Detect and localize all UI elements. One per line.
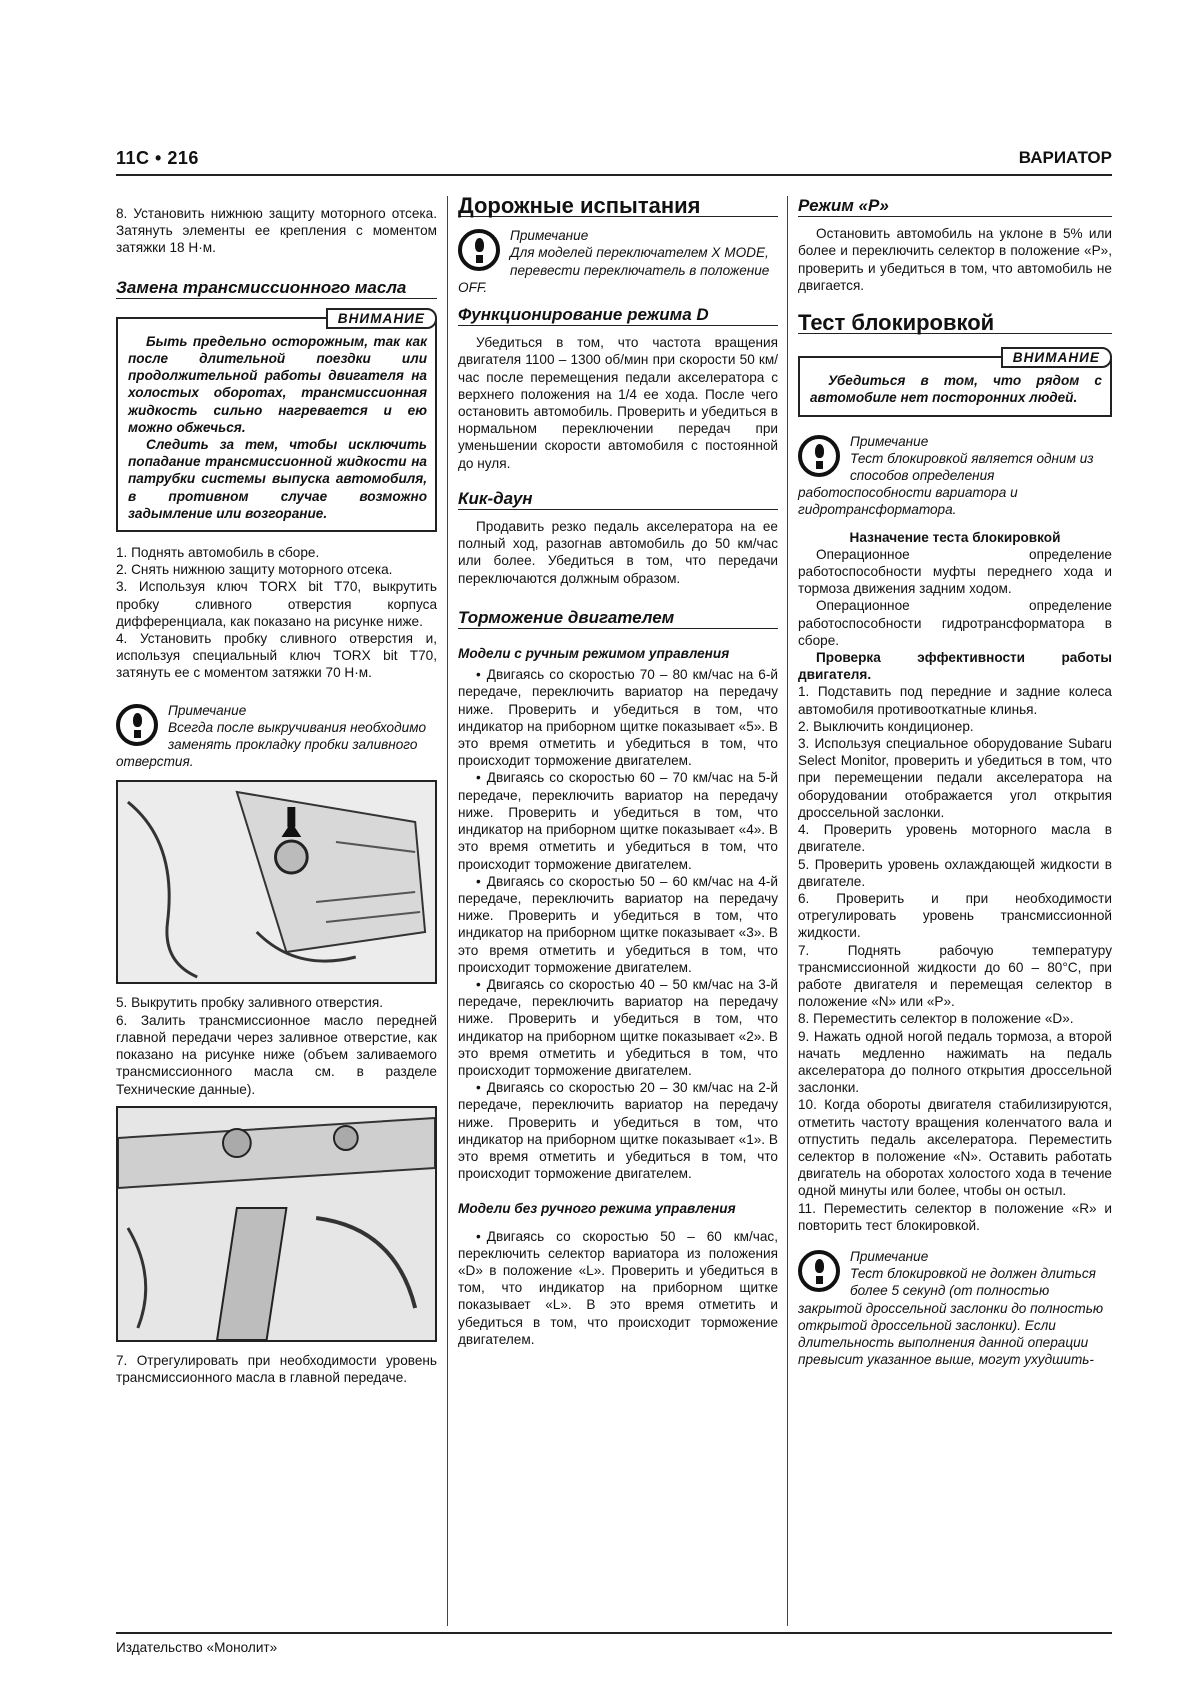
column-3 bbox=[798, 196, 1112, 1378]
subheading-check: Проверка эффективности работы двигателя. bbox=[798, 650, 1112, 683]
warning-text: Следить за тем, чтобы исключить попадание трансмиссионной жидкости на патрубки системы выпуска автомобиля, в противном случае возможно задымление или возгорание. bbox=[128, 437, 427, 521]
note-text: Для моделей переключателем X MODE, перевести переключатель в положение OFF. bbox=[458, 245, 770, 295]
note-text: Тест блокировкой является одним из способов определения работоспособности вариатора и гидротрансформатора. bbox=[798, 450, 1094, 518]
info-icon bbox=[798, 1250, 840, 1292]
list-item: 1. Поднять автомобиль в сборе. bbox=[116, 545, 320, 561]
list-item: 4. Установить пробку сливного отверстия и, используя специальный ключ TORX bit T70, затянуть ее с моментом затяжки 70 Н·м. bbox=[116, 631, 437, 681]
list-item: • Двигаясь со скоростью 70 – 80 км/час на 6-й передаче, переключить вариатор на передачу ниже. Проверить и убедиться в том, что индикатор на приборном щитке показывает «5». В это время отметить и убедиться в том, что происходит торможение двигателем. bbox=[458, 666, 778, 769]
page-footer bbox=[116, 1632, 1112, 1655]
warning-label: ВНИМАНИЕ bbox=[1001, 347, 1112, 368]
note-title: Примечание bbox=[510, 228, 589, 244]
list-item: 3. Используя специальное оборудование Subaru Select Monitor, проверить и убедиться в том, что при перемещении педали акселератора на оборудовании отображается угол открытия дроссельной заслонки. bbox=[798, 736, 1112, 820]
column-divider bbox=[787, 196, 788, 1626]
warning-text: Убедиться в том, что рядом с автомобиле нет посторонних людей. bbox=[810, 373, 1102, 406]
list-item: 7. Поднять рабочую температуру трансмиссионной жидкости до 60 – 80°С, при работе двигателя и перемещая селектор в положение «N» или «P». bbox=[798, 942, 1112, 1010]
list-item: 9. Нажать одной ногой педаль тормоза, а второй начать медленно нажимать на педаль акселератора до полного открытия дроссельной заслонки. bbox=[798, 1028, 1112, 1096]
list-item: • Двигаясь со скоростью 50 – 60 км/час, переключить селектор вариатора из положения «D» в положение «L». Проверить и убедиться в том, что индикатор на приборном щитке показывает «L». В это время отметить и убедиться в том, что происходит торможение двигателем. bbox=[458, 1228, 778, 1348]
page-number: 11C • 216 bbox=[116, 148, 199, 168]
note-block bbox=[798, 433, 1112, 519]
column-divider bbox=[447, 196, 448, 1626]
photo-drain-plug bbox=[116, 780, 437, 984]
list-item: • Двигаясь со скоростью 40 – 50 км/час на 3-й передаче, переключить вариатор на передачу ниже. Проверить и убедиться в том, что индикатор на приборном щитке показывает «2». В это время отметить и убедиться в том, что происходит торможение двигателем. bbox=[458, 976, 778, 1079]
heading-oil-change: Замена трансмиссионного масла bbox=[116, 279, 437, 299]
subheading-manual: Модели с ручным режимом управления bbox=[458, 646, 730, 662]
note-title: Примечание bbox=[850, 433, 929, 449]
heading-engine-braking: Торможение двигателем bbox=[458, 609, 778, 629]
info-icon bbox=[798, 435, 840, 477]
warning-box bbox=[798, 350, 1112, 416]
list-item: • Двигаясь со скоростью 20 – 30 км/час на 2-й передаче, переключить вариатор на передачу ниже. Проверить и убедиться в том, что индикатор на приборном щитке показывает «1». В это время отметить и убедиться в том, что происходит торможение двигателем. bbox=[458, 1079, 778, 1182]
publisher: Издательство «Монолит» bbox=[116, 1640, 278, 1655]
paragraph: Убедиться в том, что частота вращения двигателя 1100 – 1300 об/мин при скорости 50 км/час после перемещения педали акселератора с верхнего положения на 1/4 ее хода. После чего остановить автомобиль. Проверить и убедиться в нормальном переключении передач при уменьшении скорости автомобиля с постоянной до нуля. bbox=[458, 335, 778, 471]
section-title: ВАРИАТОР bbox=[1018, 148, 1112, 167]
list-item: 11. Переместить селектор в положение «R» и повторить тест блокировкой. bbox=[798, 1200, 1112, 1233]
list-item: 5. Выкрутить пробку заливного отверстия. bbox=[116, 995, 383, 1011]
list-item: 3. Используя ключ TORX bit T70, выкрутить пробку сливного отверстия корпуса дифференциала, как показано на рисунке ниже. bbox=[116, 579, 437, 629]
page-header bbox=[116, 148, 1112, 176]
note-block bbox=[798, 1248, 1112, 1368]
list-item: 10. Когда обороты двигателя стабилизируются, отметить частоту вращения коленчатого вала и отпустить педаль акселератора. Переместить селектор в положение «N». Оставить работать двигатель на оборотах холостого хода в течение одной минуты или более, чтобы он остыл. bbox=[798, 1097, 1112, 1199]
note-text: Всегда после выкручивания необходимо заменять прокладку пробки заливного отверстия. bbox=[116, 719, 427, 770]
list-item: 8. Переместить селектор в положение «D». bbox=[798, 1011, 1074, 1027]
list-item: 4. Проверить уровень моторного масла в двигателе. bbox=[798, 822, 1112, 855]
heading-kickdown: Кик-даун bbox=[458, 490, 778, 510]
info-icon bbox=[458, 229, 500, 271]
list-item: 5. Проверить уровень охлаждающей жидкости в двигателе. bbox=[798, 856, 1112, 889]
list-item: 1. Подставить под передние и задние колеса автомобиля противооткатные клинья. bbox=[798, 684, 1112, 717]
subheading-purpose: Назначение теста блокировкой bbox=[849, 529, 1061, 545]
column-2 bbox=[458, 193, 778, 1348]
list-item: • Двигаясь со скоростью 60 – 70 км/час на 5-й передаче, переключить вариатор на передачу ниже. Проверить и убедиться в том, что индикатор на приборном щитке показывает «4». В это время отметить и убедиться в том, что происходит торможение двигателем. bbox=[458, 769, 778, 872]
list-item: 7. Отрегулировать при необходимости уровень трансмиссионного масла в главной передаче. bbox=[116, 1352, 437, 1385]
heading-mode-d: Функционирование режима D bbox=[458, 306, 778, 326]
info-icon bbox=[116, 704, 158, 746]
heading-road-tests: Дорожные испытания bbox=[458, 197, 778, 217]
paragraph: 8. Установить нижнюю защиту моторного отсека. Затянуть элементы ее крепления с моментом затяжки 18 Н·м. bbox=[116, 206, 437, 256]
note-block bbox=[458, 227, 778, 296]
heading-stall-test: Тест блокировкой bbox=[798, 314, 1112, 334]
note-title: Примечание bbox=[850, 1248, 929, 1264]
list-item: 6. Залить трансмиссионное масло передней главной передачи через заливное отверстие, как показано на рисунке ниже (объем заливаемого трансмиссионного масла см. в разделе Технические данные). bbox=[116, 1012, 437, 1097]
warning-label: ВНИМАНИЕ bbox=[326, 308, 437, 329]
paragraph: Операционное определение работоспособности муфты переднего хода и тормоза движения задним ходом. bbox=[798, 546, 1112, 597]
note-text: Тест блокировкой не должен длиться более 5 секунд (от полностью закрытой дроссельной заслонки до полностью открытой дроссельной заслонки). Если длительность выполнения данной операции превысит указанное выше, могут ухудшить- bbox=[798, 1266, 1104, 1368]
subheading-auto: Модели без ручного режима управления bbox=[458, 1201, 736, 1217]
list-item: • Двигаясь со скоростью 50 – 60 км/час на 4-й передаче, переключить вариатор на передачу ниже. Проверить и убедиться в том, что индикатор на приборном щитке показывает «3». В это время отметить и убедиться в том, что происходит торможение двигателем. bbox=[458, 873, 778, 976]
paragraph: Продавить резко педаль акселератора на ее полный ход, разогнав автомобиль до 50 км/час или более. Убедиться в том, что передачи переключаются должным образом. bbox=[458, 519, 778, 586]
list-item: 6. Проверить и при необходимости отрегулировать уровень трансмиссионной жидкости. bbox=[798, 890, 1112, 941]
list-item: 2. Выключить кондиционер. bbox=[798, 718, 974, 734]
column-1 bbox=[116, 205, 437, 1386]
paragraph: Операционное определение работоспособности гидротрансформатора в сборе. bbox=[798, 598, 1112, 648]
heading-mode-p: Режим «P» bbox=[798, 197, 1112, 217]
note-block bbox=[116, 702, 437, 771]
paragraph: Остановить автомобиль на уклоне в 5% или более и переключить селектор в положение «P», проверить и убедиться в том, что автомобиль не двигается. bbox=[798, 226, 1112, 293]
list-item: 2. Снять нижнюю защиту моторного отсека. bbox=[116, 562, 393, 578]
note-title: Примечание bbox=[168, 702, 247, 718]
warning-box bbox=[116, 310, 437, 532]
photo-filler-plug bbox=[116, 1106, 437, 1342]
warning-text: Быть предельно осторожным, так как после длительной поездки или продолжительной работы двигателя на холостых оборотах, трансмиссионная жидкость сильно нагревается и ею можно обжечься. bbox=[128, 333, 427, 435]
